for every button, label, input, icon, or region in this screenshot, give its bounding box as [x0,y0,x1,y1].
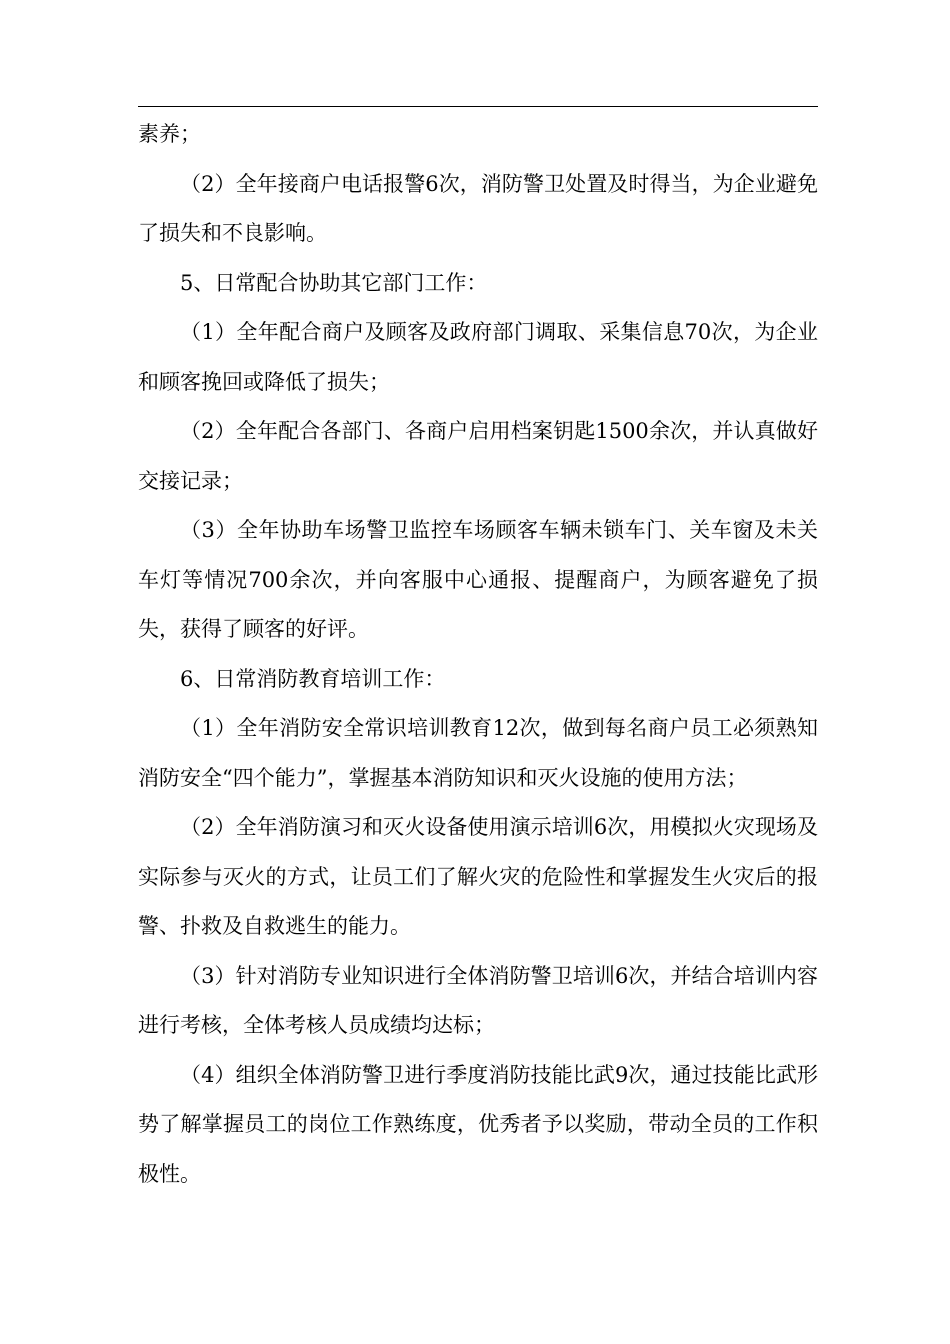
paragraph: （2）全年接商户电话报警6次，消防警卫处置及时得当，为企业避免了损失和不良影响。 [138,171,818,245]
paragraph: （1）全年配合商户及顾客及政府部门调取、采集信息70次，为企业和顾客挽回或降低了损失； [138,320,818,394]
paragraph: （3）针对消防专业知识进行全体消防警卫培训6次，并结合培训内容进行考核，全体考核人员成绩均达标； [138,963,818,1037]
paragraph: （2）全年配合各部门、各商户启用档案钥匙1500余次，并认真做好交接记录； [138,419,818,493]
paragraph: （2）全年消防演习和灭火设备使用演示培训6次，用模拟火灾现场及实际参与灭火的方式，让员工们了解火灾的危险性和掌握发生火灾后的报警、扑救及自救逃生的能力。 [138,815,818,938]
section-heading: 6、日常消防教育培训工作： [180,666,446,691]
header-rule [138,106,818,107]
paragraph: （4）组织全体消防警卫进行季度消防技能比武9次，通过技能比武形势了解掌握员工的岗位工作熟练度，优秀者予以奖励，带动全员的工作积极性。 [138,1062,818,1186]
paragraph: 素养； [138,122,201,146]
section-heading: 5、日常配合协助其它部门工作： [180,270,488,295]
paragraph: （3）全年协助车场警卫监控车场顾客车辆未锁车门、关车窗及未关车灯等情况700余次，并向客服中心通报、提醒商户，为顾客避免了损失，获得了顾客的好评。 [138,518,818,641]
paragraph: （1）全年消防安全常识培训教育12次，做到每名商户员工必须熟知消防安全“四个能力”，掌握基本消防知识和灭火设施的使用方法； [138,716,818,790]
document-body [138,110,818,1199]
